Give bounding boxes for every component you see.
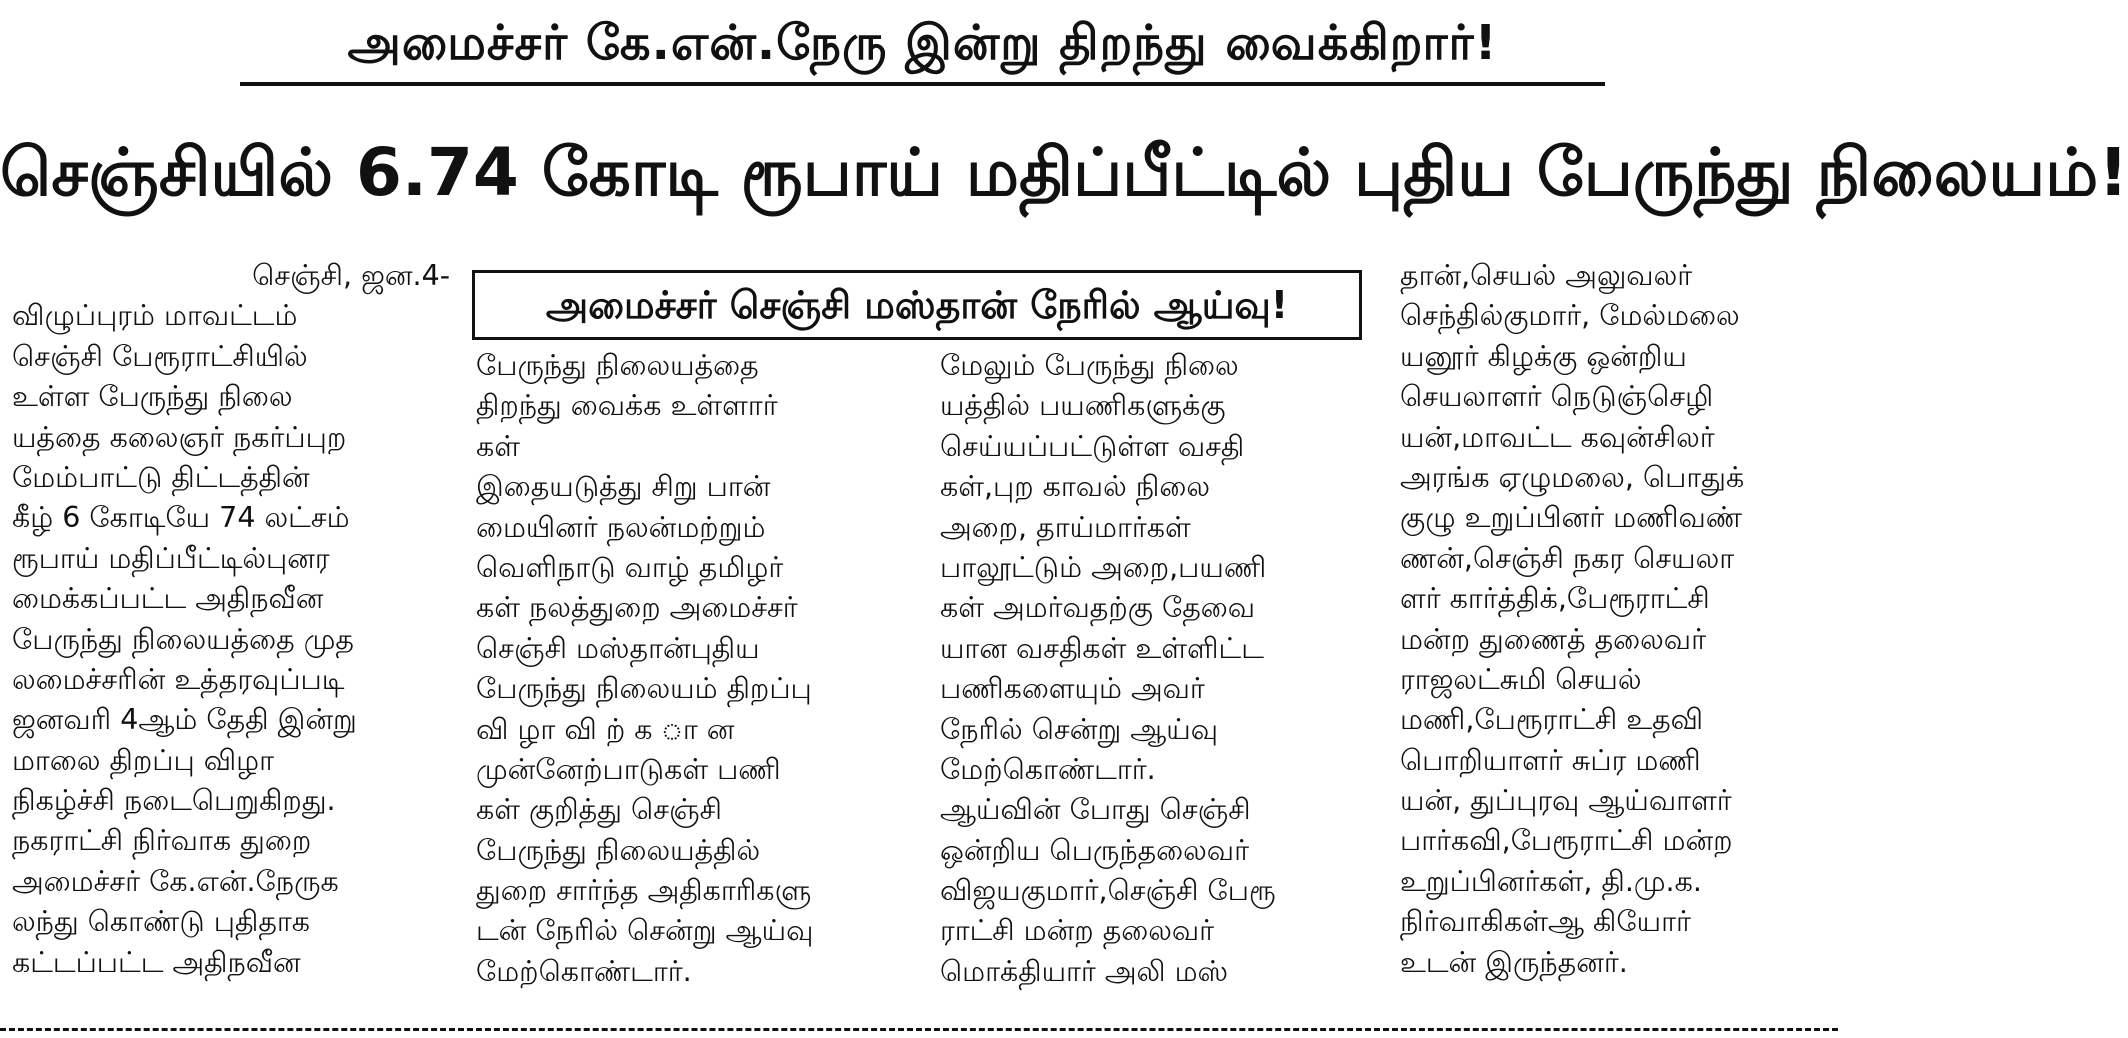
text-line: மேலும் பேருந்து நிலை bbox=[940, 349, 1239, 382]
text-line: மணி,பேரூராட்சி உதவி bbox=[1400, 703, 1704, 737]
text-line: யத்தில் பயணிகளுக்கு bbox=[940, 389, 1226, 423]
text-line: இதையடுத்து சிறு பான் bbox=[476, 470, 771, 504]
text-line: வெளிநாடு வாழ் தமிழர் bbox=[476, 550, 784, 584]
text-line: செந்தில்குமார், மேல்மலை bbox=[1400, 299, 1740, 333]
text-line: ஆய்வின் போது செஞ்சி bbox=[940, 793, 1251, 827]
text-line: உறுப்பினர்கள், தி.மு.க. bbox=[1400, 864, 1702, 898]
text-line: கள் bbox=[476, 429, 520, 463]
text-line: ஜனவரி 4ஆம் தேதி இன்று bbox=[12, 703, 357, 737]
text-line: மேம்பாட்டு திட்டத்தின் bbox=[12, 460, 310, 494]
text-line: கட்டப்பட்ட அதிநவீன bbox=[12, 945, 301, 979]
text-line: நிர்வாகிகள்ஆ கியோர் bbox=[1400, 905, 1691, 939]
text-line: ராட்சி மன்ற தலைவர் bbox=[940, 914, 1215, 948]
kicker-headline: அமைச்சர் கே.என்.நேரு இன்று திறந்து வைக்கிறார்! bbox=[347, 15, 1498, 71]
subheadline-box bbox=[472, 270, 1362, 340]
text-line: பொறியாளர் சுப்ர மணி bbox=[1400, 743, 1701, 777]
text-line: செஞ்சி மஸ்தான்புதிய bbox=[476, 631, 760, 665]
text-line: யான வசதிகள் உள்ளிட்ட bbox=[940, 631, 1264, 665]
text-line: செய்யப்பட்டுள்ள வசதி bbox=[940, 429, 1245, 463]
text-line: ரூபாய் மதிப்பீட்டில்புனர bbox=[12, 541, 330, 575]
text-line: பேருந்து நிலையத்தை bbox=[476, 349, 759, 382]
text-line: மேற்கொண்டார். bbox=[940, 752, 1156, 786]
text-line: நகராட்சி நிர்வாக துறை bbox=[12, 824, 312, 858]
text-line: உடன் இருந்தனர். bbox=[1400, 945, 1628, 979]
text-line: யத்தை கலைஞர் நகர்ப்புற bbox=[12, 420, 347, 454]
text-line: மையினர் நலன்மற்றும் bbox=[476, 510, 766, 544]
column-3-text bbox=[940, 346, 1372, 992]
text-line: பணிகளையும் அவர் bbox=[940, 672, 1205, 706]
text-line: பார்கவி,பேரூராட்சி மன்ற bbox=[1400, 824, 1733, 858]
text-line: செஞ்சி பேரூராட்சியில் bbox=[12, 339, 308, 373]
text-line: துறை சார்ந்த அதிகாரிகளு bbox=[476, 874, 812, 908]
text-line: மாலை திறப்பு விழா bbox=[12, 743, 274, 777]
text-line: ணன்,செஞ்சி நகர செயலா bbox=[1400, 541, 1735, 575]
text-line: அமைச்சர் கே.என்.நேருக bbox=[12, 864, 339, 898]
text-line: உள்ள பேருந்து நிலை bbox=[12, 380, 293, 414]
text-line: அரங்க ஏழுமலை, பொதுக் bbox=[1400, 460, 1745, 494]
text-line: ஒன்றிய பெருந்தலைவர் bbox=[940, 833, 1249, 867]
text-line: குழு உறுப்பினர் மணிவண் bbox=[1400, 501, 1742, 535]
text-line: விழுப்புரம் மாவட்டம் bbox=[12, 299, 298, 333]
text-line: யன்,மாவட்ட கவுன்சிலர் bbox=[1400, 420, 1715, 454]
dateline: செஞ்சி, ஜன.4- bbox=[252, 259, 450, 292]
text-line: நிகழ்ச்சி நடைபெறுகிறது. bbox=[12, 784, 336, 818]
text-line: தான்,செயல் அலுவலர் bbox=[1400, 259, 1693, 292]
text-line: நேரில் சென்று ஆய்வு bbox=[940, 712, 1218, 746]
article-column-2 bbox=[476, 346, 916, 992]
bottom-dashed-rule bbox=[0, 1028, 1838, 1031]
text-line: அறை, தாய்மார்கள் bbox=[940, 510, 1191, 544]
subheadline-text: அமைச்சர் செஞ்சி மஸ்தான் நேரில் ஆய்வு! bbox=[545, 283, 1289, 327]
text-line: முன்னேற்பாடுகள் பணி bbox=[476, 752, 781, 786]
article-column-3 bbox=[940, 346, 1372, 992]
text-line: கள் நலத்துறை அமைச்சர் bbox=[476, 591, 798, 625]
text-line: கள் குறித்து செஞ்சி bbox=[476, 793, 722, 827]
column-2-text bbox=[476, 346, 916, 992]
text-line: மைக்கப்பட்ட அதிநவீன bbox=[12, 582, 324, 616]
text-line: ளர் கார்த்திக்,பேரூராட்சி bbox=[1400, 582, 1710, 616]
text-line: யனூர் கிழக்கு ஒன்றிய bbox=[1400, 339, 1687, 373]
text-line: வி ழா வி ற் க ா ன bbox=[476, 712, 735, 746]
text-line: மொக்தியார் அலி மஸ் bbox=[940, 954, 1229, 988]
column-4-text bbox=[1400, 256, 1830, 983]
text-line: பேருந்து நிலையத்தை முத bbox=[12, 622, 354, 656]
text-line: ராஜலட்சுமி செயல் bbox=[1400, 662, 1642, 696]
kicker-underline bbox=[240, 82, 1605, 86]
text-line: கள் அமர்வதற்கு தேவை bbox=[940, 591, 1256, 625]
text-line: விஜயகுமார்,செஞ்சி பேரூ bbox=[940, 874, 1276, 908]
text-line: மேற்கொண்டார். bbox=[476, 954, 692, 988]
text-line: செயலாளர் நெடுஞ்செழி bbox=[1400, 380, 1714, 414]
text-line: பாலூட்டும் அறை,பயணி bbox=[940, 550, 1267, 584]
text-line: கீழ் 6 கோடியே 74 லட்சம் bbox=[12, 501, 350, 535]
main-headline: செஞ்சியில் 6.74 கோடி ரூபாய் மதிப்பீட்டில் புதிய பேருந்து நிலையம்! bbox=[0, 134, 2128, 211]
text-line: யன், துப்புரவு ஆய்வாளர் bbox=[1400, 784, 1732, 818]
article-column-4 bbox=[1400, 256, 1830, 983]
text-line: திறந்து வைக்க உள்ளார் bbox=[476, 389, 778, 423]
text-line: லந்து கொண்டு புதிதாக bbox=[12, 905, 311, 939]
column-1-text bbox=[12, 296, 450, 983]
text-line: பேருந்து நிலையத்தில் bbox=[476, 833, 761, 867]
article-column-1 bbox=[12, 256, 450, 983]
text-line: பேருந்து நிலையம் திறப்பு bbox=[476, 672, 812, 706]
text-line: டன் நேரில் சென்று ஆய்வு bbox=[476, 914, 814, 948]
text-line: கள்,புற காவல் நிலை bbox=[940, 470, 1211, 504]
text-line: லமைச்சரின் உத்தரவுப்படி bbox=[12, 662, 345, 696]
text-line: மன்ற துணைத் தலைவர் bbox=[1400, 622, 1706, 656]
